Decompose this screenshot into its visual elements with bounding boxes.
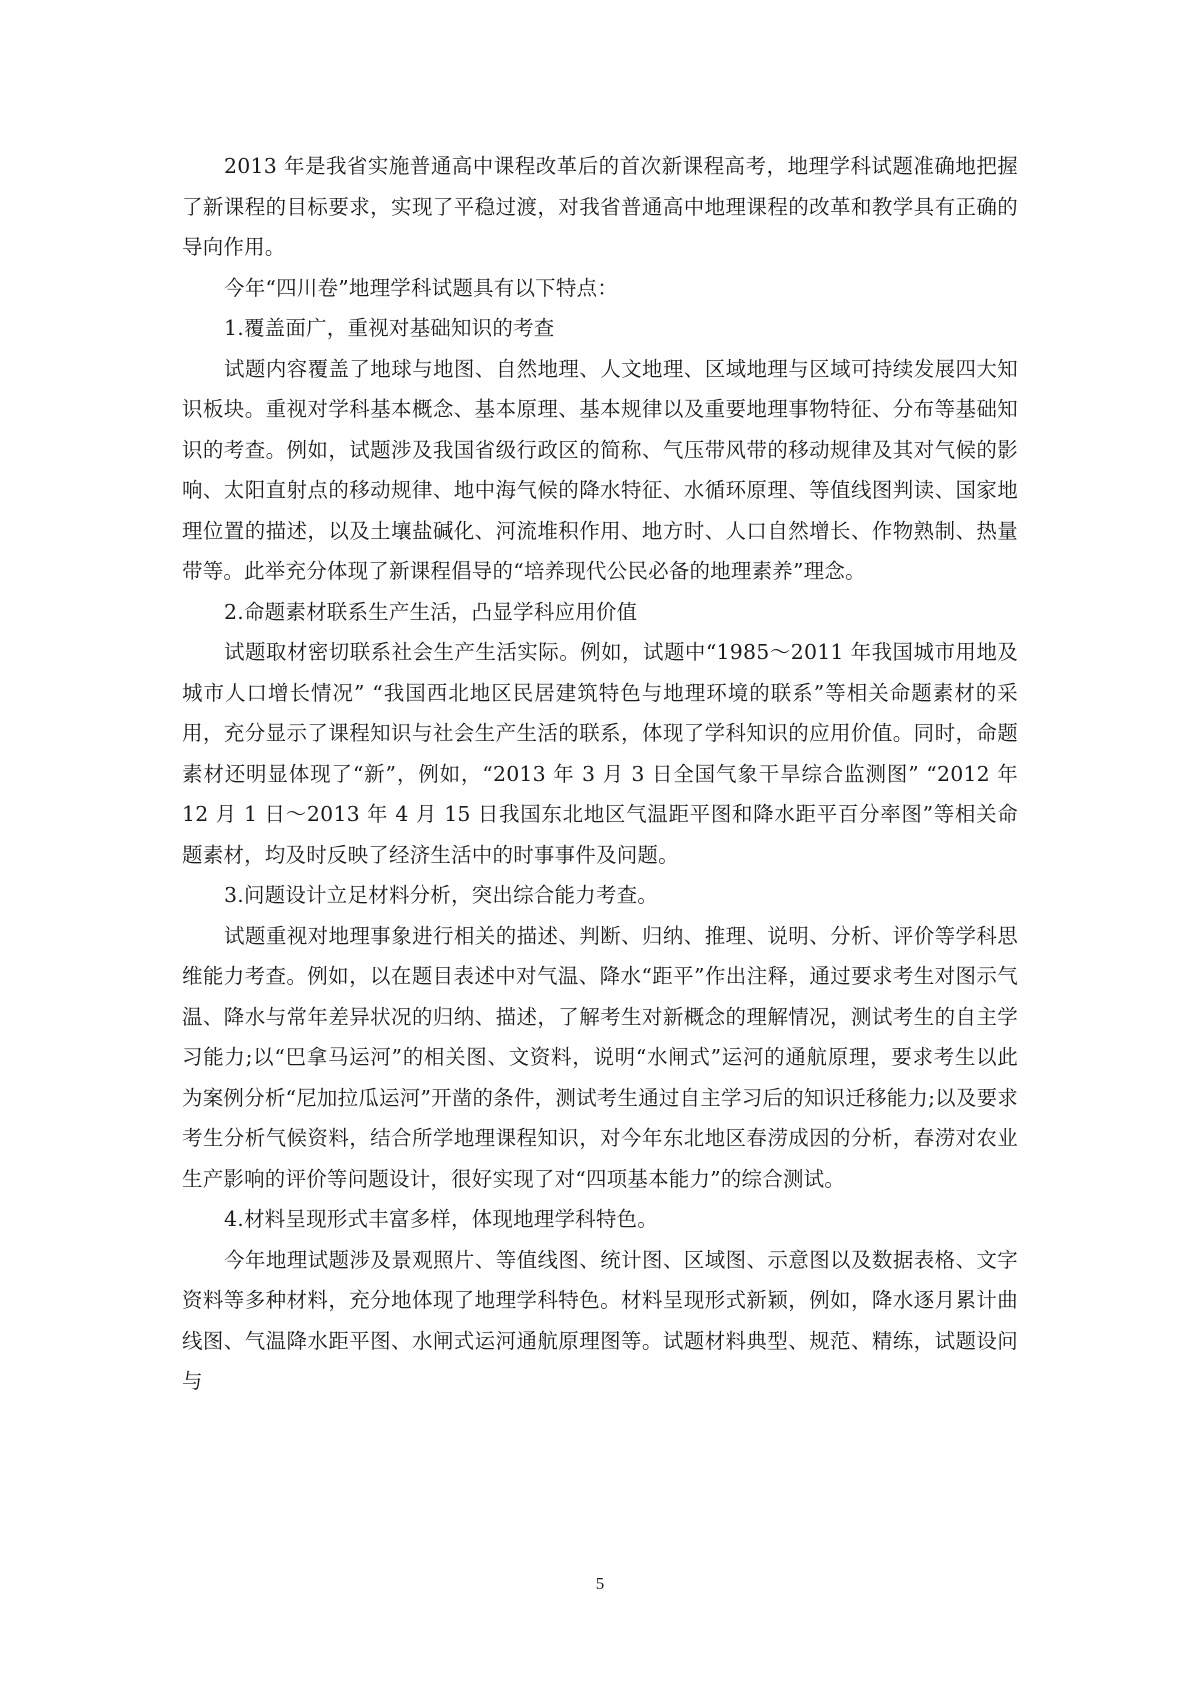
paragraph-section-1: 试题内容覆盖了地球与地图、自然地理、人文地理、区域地理与区域可持续发展四大知识板块。重视对学科基本概念、基本原理、基本规律以及重要地理事物特征、分布等基础知识的考查。例如，试题涉及我国省级行政区的简称、气压带风带的移动规律及其对气候的影响、太阳直射点的移动规律、地中海气候的降水特征、水循环原理、等值线图判读、国家地理位置的描述，以及土壤盐碱化、河流堆积作用、地方时、人口自然增长、作物熟制、热量带等。此举充分体现了新课程倡导的“培养现代公民必备的地理素养”理念。 xyxy=(182,356,1018,583)
section-heading-3: 3.问题设计立足材料分析，突出综合能力考查。 xyxy=(224,883,658,907)
section-heading-1: 1.覆盖面广，重视对基础知识的考查 xyxy=(224,316,555,340)
paragraph-section-2: 试题取材密切联系社会生产生活实际。例如，试题中“1985～2011 年我国城市用地及城市人口增长情况” “我国西北地区民居建筑特色与地理环境的联系”等相关命题素材的采用，充分显示了课程知识与社会生产生活的联系，体现了学科知识的应用价值。同时，命题素材还明显体现了“新”，例如，“2013 年 3 月 3 日全国气象干旱综合监测图” “2012 年 12 月 1 日～2013 年 4 月 15 日我国东北地区气温距平图和降水距平百分率图”等相关命题素材，均及时反映了经济生活中的时事事件及问题。 xyxy=(182,640,1018,867)
page-number: 5 xyxy=(595,1574,605,1593)
paragraph-section-4: 今年地理试题涉及景观照片、等值线图、统计图、区域图、示意图以及数据表格、文字资料等多种材料，充分地体现了地理学科特色。材料呈现形式新颖，例如，降水逐月累计曲线图、气温降水距平图、水闸式运河通航原理图等。试题材料典型、规范、精练，试题设问与 xyxy=(182,1247,1018,1393)
paragraph-section-3: 试题重视对地理事象进行相关的描述、判断、归纳、推理、说明、分析、评价等学科思维能力考查。例如，以在题目表述中对气温、降水“距平”作出注释，通过要求考生对图示气温、降水与常年差异状况的归纳、描述，了解考生对新概念的理解情况，测试考生的自主学习能力;以“巴拿马运河”的相关图、文资料，说明“水闸式”运河的通航原理，要求考生以此为案例分析“尼加拉瓜运河”开凿的条件，测试考生通过自主学习后的知识迁移能力;以及要求考生分析气候资料，结合所学地理课程知识，对今年东北地区春涝成因的分析，春涝对农业生产影响的评价等问题设计，很好实现了对“四项基本能力”的综合测试。 xyxy=(182,923,1018,1191)
paragraph-intro: 2013 年是我省实施普通高中课程改革后的首次新课程高考，地理学科试题准确地把握了新课程的目标要求，实现了平稳过渡，对我省普通高中地理课程的改革和教学具有正确的导向作用。 xyxy=(182,154,1018,259)
paragraph-features-lead: 今年“四川卷”地理学科试题具有以下特点： xyxy=(224,275,618,300)
document-body xyxy=(182,146,1018,1402)
section-heading-4: 4.材料呈现形式丰富多样，体现地理学科特色。 xyxy=(224,1207,658,1231)
section-heading-2: 2.命题素材联系生产生活，凸显学科应用价值 xyxy=(224,599,638,624)
